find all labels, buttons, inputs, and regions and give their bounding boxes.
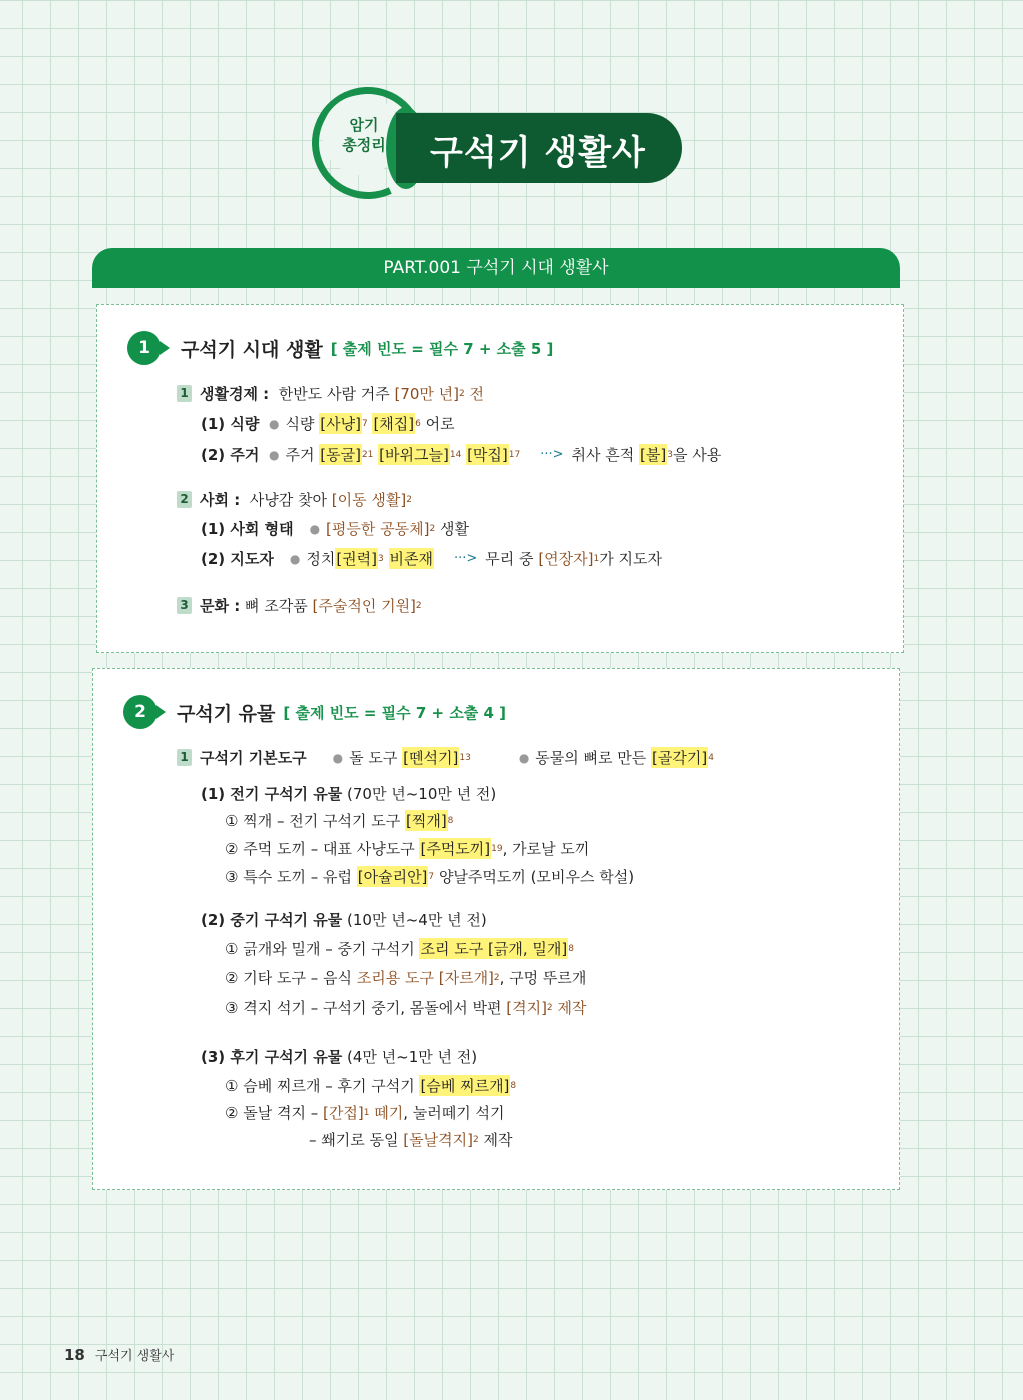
topic-row: 1 생활경제 : 한반도 사람 거주 [70만 년] 2 전 (177, 383, 484, 404)
chapter-header (310, 85, 690, 205)
part-band: PART.001 구석기 시대 생활사 (92, 248, 900, 288)
sub-row: (1) 식량 ● 식량 [사냥] 7 [채집] 6 어로 (201, 415, 455, 433)
period-heading: (3) 후기 구석기 유물 (4만 년~1만 년 전) (201, 1048, 478, 1066)
header-badge: 암기 총정리 (342, 116, 386, 154)
page-title: 구석기 생활사 (430, 133, 646, 173)
period-heading: (1) 전기 구석기 유물 (70만 년~10만 년 전) (201, 785, 497, 803)
arrow-icon: ···> (454, 551, 478, 566)
sub-row: (2) 주거 ● 주거 [동굴] 21 [바위그늘] 14 [막집] 17 ···> 취사 흔적 [불] 3 을 사용 (201, 446, 722, 464)
list-item: ③ 격지 석기 – 구석기 중기, 몸돌에서 박편 [격지] 2 제작 (225, 999, 587, 1017)
section-number: 1 (127, 331, 161, 365)
section-2-heading (123, 695, 506, 729)
section-title: 구석기 시대 생활 (181, 338, 323, 361)
sub-row: (2) 지도자 ● 정치 [권력] 3 비존재 ···> 무리 중 [연장자] 1 가 지도자 (201, 550, 662, 568)
period-heading: (2) 중기 구석기 유물 (10만 년~4만 년 전) (201, 911, 487, 929)
topic-row: 2 사회 : 사냥감 찾아 [이동 생활] 2 (177, 489, 412, 510)
arrow-icon: ···> (540, 447, 564, 462)
list-item: ① 찍개 – 전기 구석기 도구 [찍개] 8 (225, 812, 454, 830)
list-item: ② 기타 도구 – 음식 조리용 도구 [자르개] 2 , 구멍 뚜르개 (225, 969, 587, 987)
list-item: ② 돌날 격지 – [간접] 1 떼기 , 눌러떼기 석기 (225, 1104, 505, 1122)
section-title: 구석기 유물 (177, 702, 276, 725)
footer-title: 구석기 생활사 (94, 1349, 175, 1364)
frequency-note: [ 출제 빈도 = 필수 7 + 소출 5 ] (330, 339, 554, 358)
list-item: ① 긁개와 밀개 – 중기 구석기 조리 도구 [긁개, 밀개] 8 (225, 940, 574, 958)
page-footer (64, 1345, 174, 1364)
section-2-box (92, 668, 900, 1190)
section-number: 2 (123, 695, 157, 729)
page-number: 18 (64, 1346, 85, 1364)
section-1-box (96, 304, 904, 653)
list-item: ③ 특수 도끼 – 유럽 [아슐리안] 7 양날주먹도끼 (모비우스 학설) (225, 868, 635, 886)
topic-row: 3 문화 : 뼈 조각품 [주술적인 기원] 2 (177, 595, 422, 616)
section-1-heading (127, 331, 553, 365)
list-item: ② 주먹 도끼 – 대표 사냥도구 [주먹도끼] 19 , 가로날 도끼 (225, 840, 590, 858)
sub-row: (1) 사회 형태 ● [평등한 공동체] 2 생활 (201, 520, 469, 538)
list-item: ① 슴베 찌르개 – 후기 구석기 [슴베 찌르개] 8 (225, 1077, 517, 1095)
frequency-note: [ 출제 빈도 = 필수 7 + 소출 4 ] (283, 703, 507, 722)
topic-row: 1 구석기 기본도구 ● 돌 도구 [뗀석기] 13 ● 동물의 뼈로 만든 [골각기] 4 (177, 747, 714, 768)
list-item: – 쐐기로 동일 [돌날격지] 2 제작 (309, 1131, 513, 1149)
